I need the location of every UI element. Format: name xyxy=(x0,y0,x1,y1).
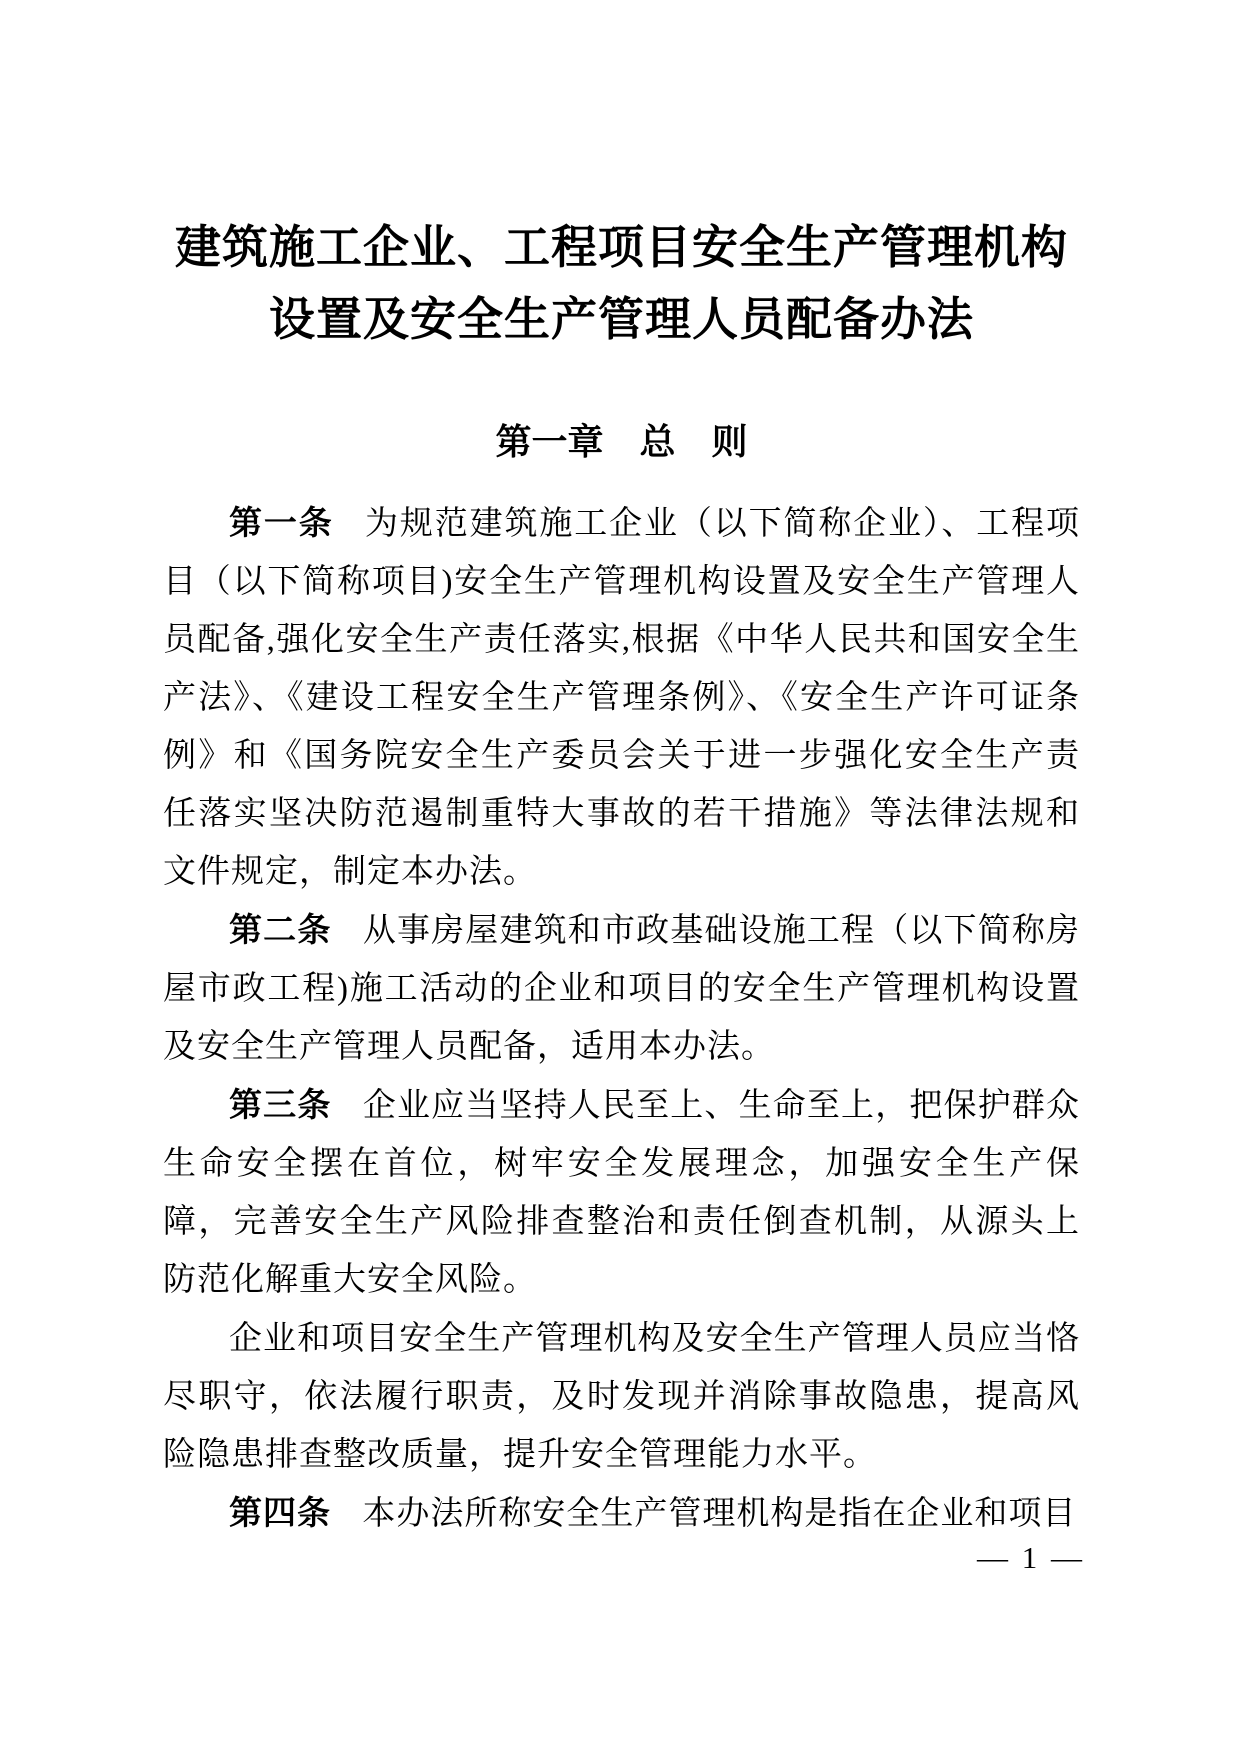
document-content xyxy=(163,212,1080,1543)
paragraph-text: 本办法所称安全生产管理机构是指在企业和项目 xyxy=(362,1496,1077,1532)
paragraph-article-1 xyxy=(163,494,1080,901)
paragraph-article-2 xyxy=(163,901,1080,1076)
chapter-heading: 第一章 总 则 xyxy=(495,421,748,462)
document-title-line2: 设置及安全生产管理人员配备办法 xyxy=(269,294,974,345)
paragraph-article-3 xyxy=(163,1076,1080,1309)
paragraph-text: 从事房屋建筑和市政基础设施工程（以下简称房屋市政工程)施工活动的企业和项目的安全生产管理机构设置及安全生产管理人员配备，适用本办法。 xyxy=(163,913,1081,1065)
document-title xyxy=(163,212,1080,356)
paragraph-article-4 xyxy=(163,1484,1080,1543)
paragraph-text: 为规范建筑施工企业（以下简称企业）、工程项目（以下简称项目)安全生产管理机构设置及安全生产管理人员配备,强化安全生产责任落实,根据《中华人民共和国安全生产法》、《建设工程安全生产管理条例》、《安全生产许可证条例》和《国务院安全生产委员会关于进一步强化安全生产责任落实坚决防范遏制重特大事故的若干措施》等法律法规和文件规定，制定本办法。 xyxy=(163,506,1081,890)
paragraph-text: 企业应当坚持人民至上、生命至上，把保护群众生命安全摆在首位，树牢安全发展理念，加强安全生产保障，完善安全生产风险排查整治和责任倒查机制，从源头上防范化解重大安全风险。 xyxy=(163,1088,1081,1298)
page-number: — 1 — xyxy=(977,1540,1085,1575)
document-body xyxy=(163,494,1080,1543)
paragraph-article-3-continued xyxy=(163,1309,1080,1484)
document-title-line1: 建筑施工企业、工程项目安全生产管理机构 xyxy=(175,222,1068,273)
article-number: 第四条 xyxy=(229,1494,331,1531)
article-number: 第三条 xyxy=(229,1086,332,1123)
article-number: 第二条 xyxy=(229,911,332,948)
paragraph-text: 企业和项目安全生产管理机构及安全生产管理人员应当恪尽职守，依法履行职责，及时发现并消除事故隐患，提高风险隐患排查整改质量，提升安全管理能力水平。 xyxy=(163,1321,1080,1473)
article-number: 第一条 xyxy=(229,504,334,541)
